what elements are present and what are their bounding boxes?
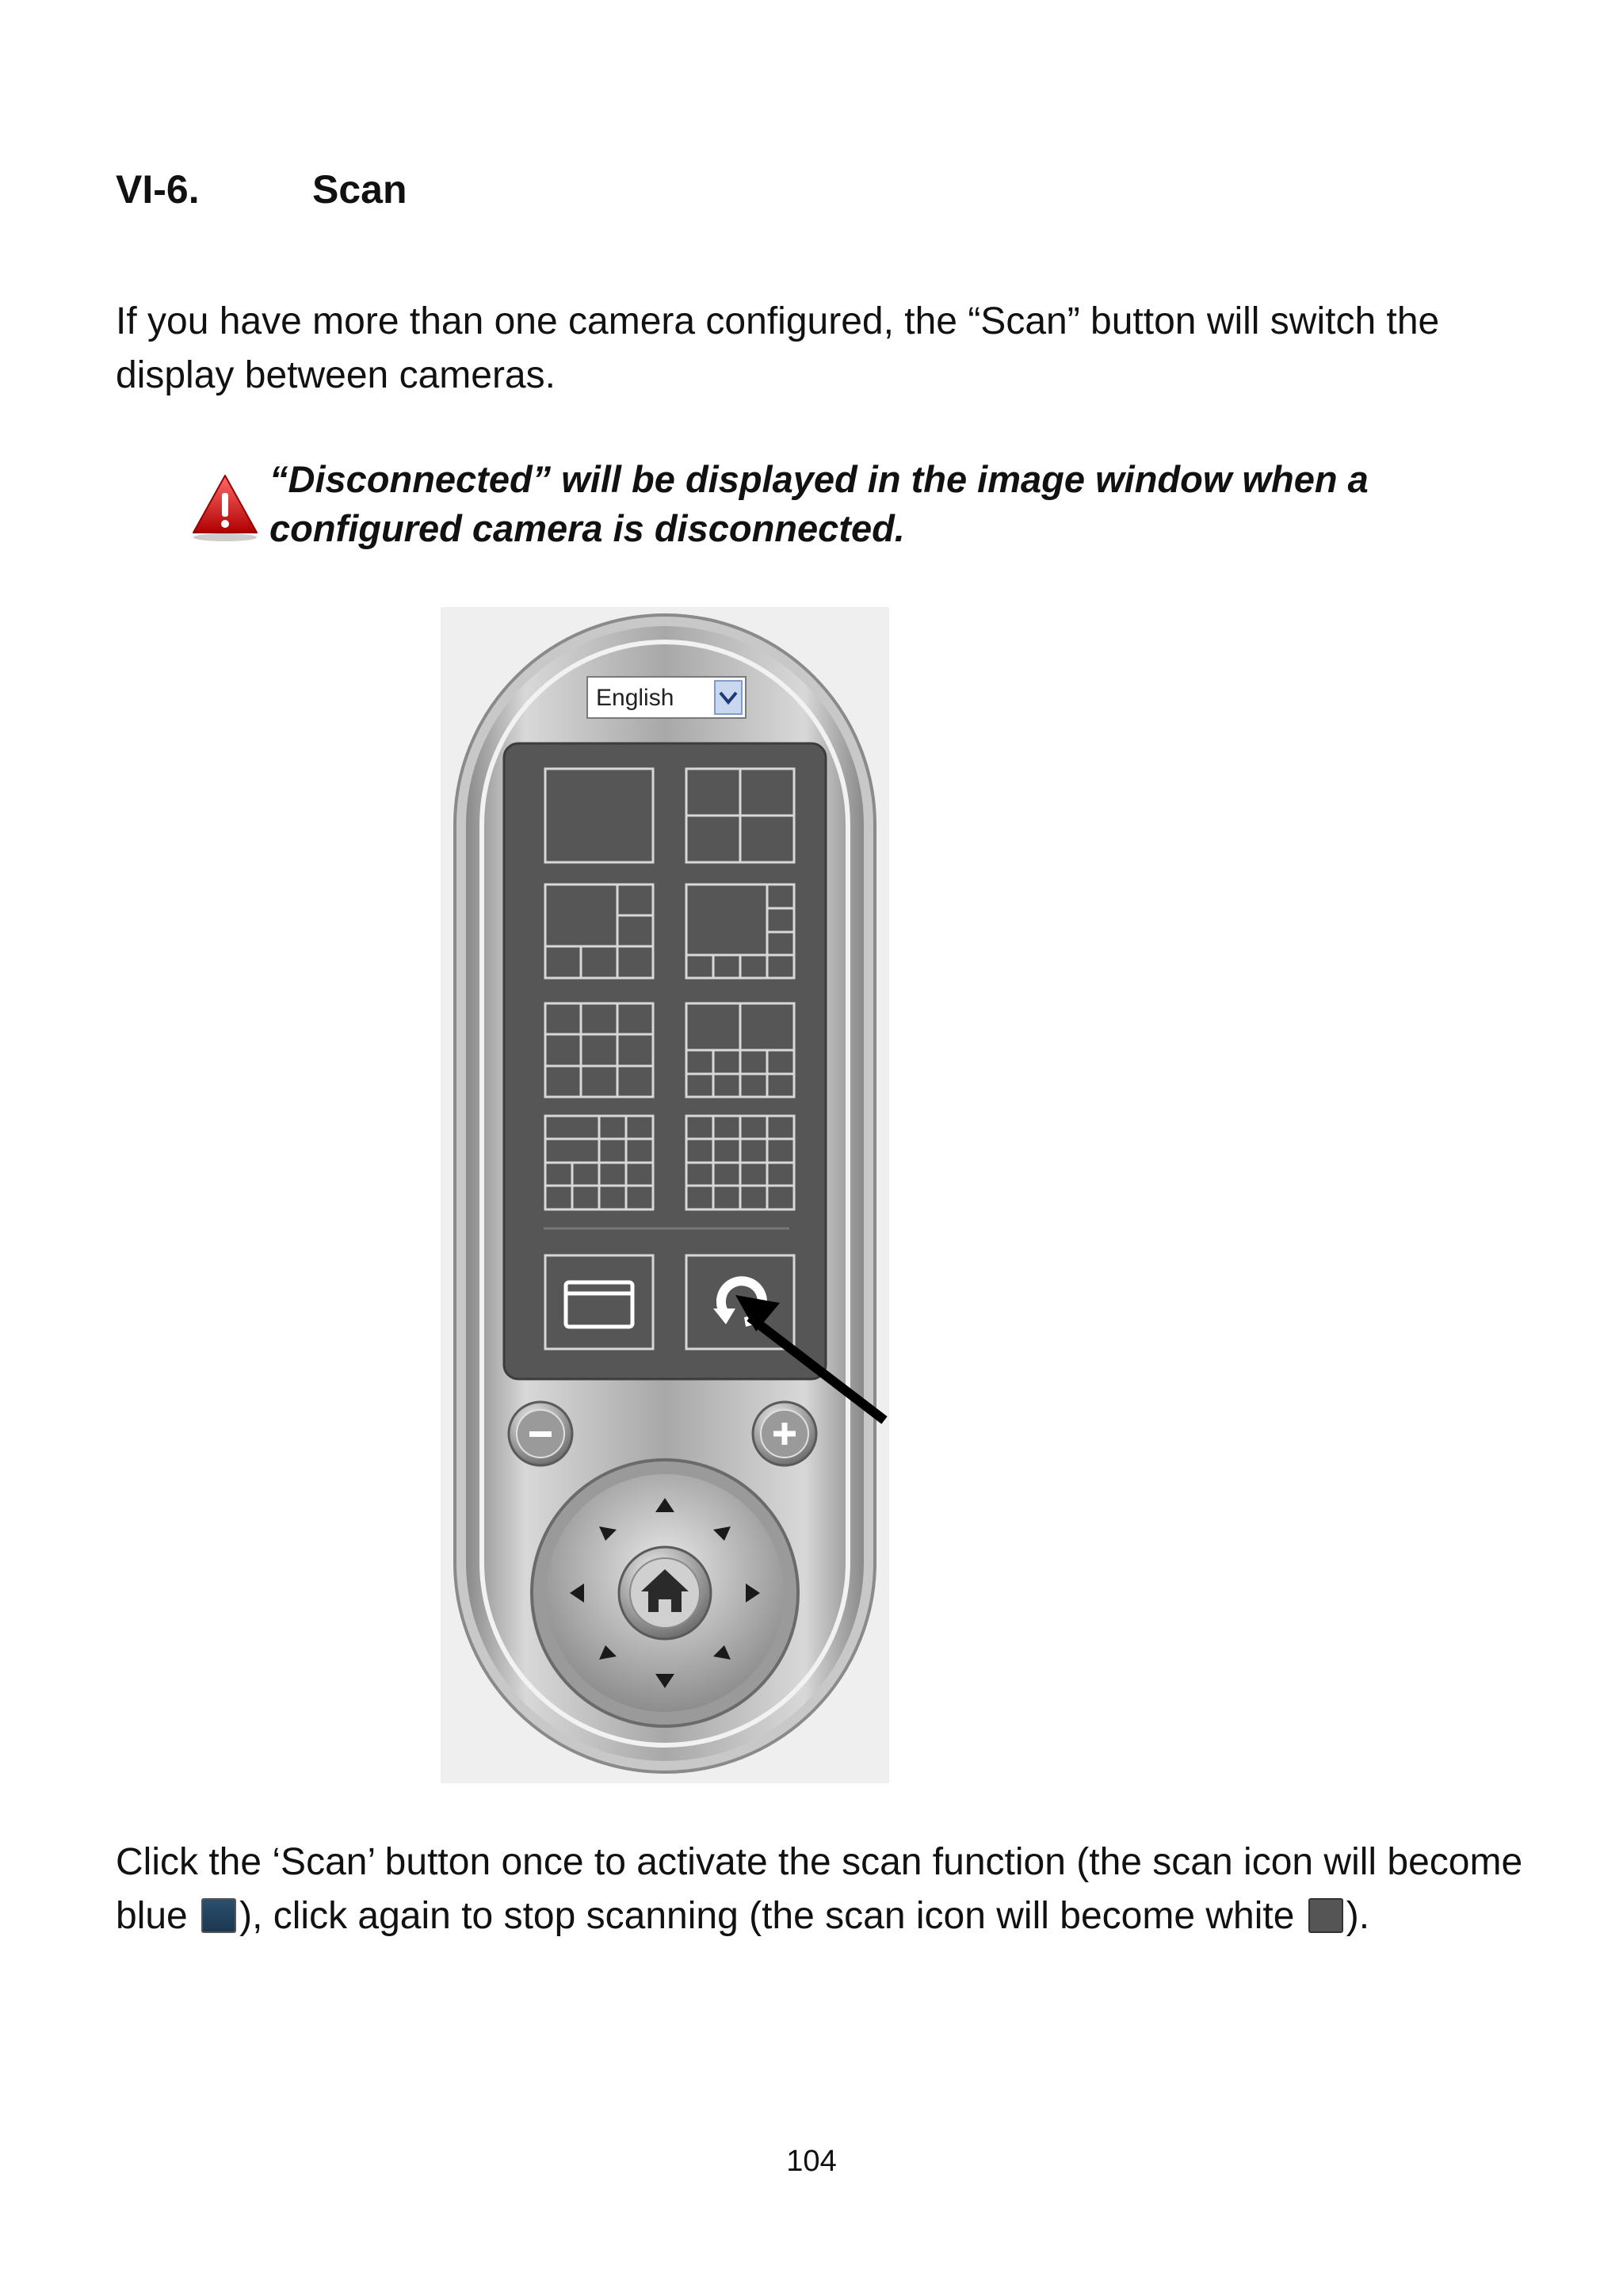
instruction-part3: ). — [1346, 1895, 1370, 1937]
zoom-out-button[interactable] — [509, 1402, 572, 1465]
instruction-part2: ), click again to stop scanning (the scan icon will become white — [239, 1895, 1305, 1937]
scan-white-icon — [1308, 1898, 1343, 1933]
language-select[interactable] — [587, 677, 746, 718]
section-heading — [116, 166, 407, 212]
section-title: Scan — [312, 167, 407, 212]
scan-blue-icon — [201, 1898, 236, 1933]
instruction-part1: Click the ‘Scan’ button once to activate the scan function (the scan icon will become blue — [116, 1841, 1523, 1937]
section-number: VI-6. — [116, 167, 200, 212]
warning-icon — [190, 472, 260, 542]
zoom-in-button[interactable] — [753, 1402, 816, 1465]
disconnected-note: “Disconnected” will be displayed in the image window when a configured camera is disconnected. — [269, 458, 1369, 549]
page-number: 104 — [786, 2145, 837, 2178]
home-button[interactable] — [619, 1547, 711, 1639]
instruction-paragraph — [116, 1836, 1582, 1943]
camera-control-panel — [441, 607, 889, 1783]
intro-paragraph: If you have more than one camera configured, the “Scan” button will switch the display between cameras. — [116, 300, 1440, 396]
language-select-value: English — [596, 685, 674, 711]
zoom-out-icon — [529, 1431, 552, 1437]
